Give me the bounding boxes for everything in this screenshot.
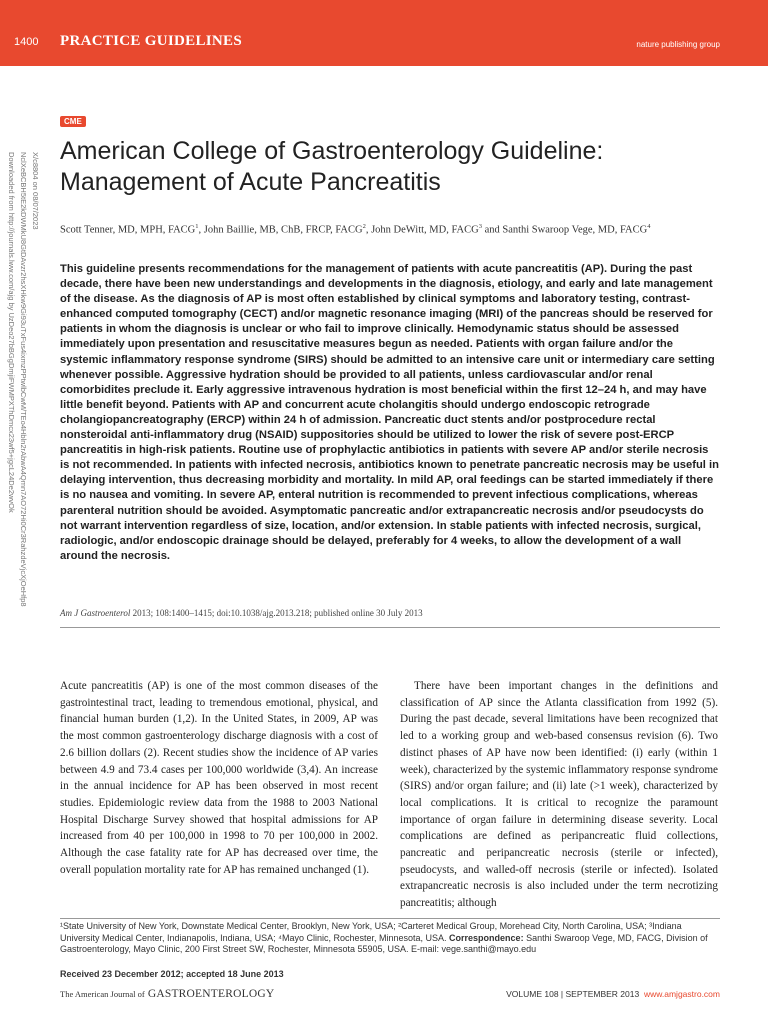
- citation-details: 2013; 108:1400–1415; doi:10.1038/ajg.2013.218; published online 30 July 2013: [130, 608, 423, 618]
- divider: [60, 627, 720, 628]
- citation-journal: Am J Gastroenterol: [60, 608, 131, 618]
- watermark-line-3: X/c8804 on 08/07/2023: [31, 152, 40, 230]
- journal-mid: American Journal: [73, 989, 138, 999]
- footnote-divider: [60, 918, 720, 919]
- author-4: and Santhi Swaroop Vege, MD, FACG: [481, 224, 648, 236]
- watermark-line-2: NclXeBCBH5tE2kDWMkU8GtDAvzr2hsXHkw9Gi93uTxFus4ixmzPPtwlbCwM/TEo4Hbln2rAbwA4Qmn7AO72Hi0Cr3RahzdeVjcXjOeHfp8: [19, 152, 28, 607]
- volume-info: [506, 989, 720, 999]
- correspondence-label: Correspondence:: [449, 932, 524, 943]
- section-title: PRACTICE GUIDELINES: [60, 33, 242, 49]
- cme-badge: CME: [60, 116, 86, 127]
- page-number: 1400: [14, 36, 39, 48]
- affil-mark-1: 1: [195, 223, 199, 230]
- download-watermark: [6, 152, 40, 662]
- title-line-1: American College of Gastroenterology Guideline:: [60, 137, 604, 165]
- body-column-left: Acute pancreatitis (AP) is one of the most common diseases of the gastrointestinal tract, leading to tremendous emotional, physical, and financial human burden (1,2). In the United States, in 2009, AP was the most common gastroenterology discharge diagnosis with a cost of 2.6 billion dollars (2). Recent studies show the incidence of AP varies between 4.9 and 73.4 cases per 100,000 worldwide (3,4). An increase in the annual incidence for AP has been observed in most recent studies. Epidemiologic review data from the 1988 to 2003 National Hospital Discharge Survey showed that hospital admissions for AP increased from 40 per 100,000 in 1998 to 70 per 100,000 in 2002. Although the case fatality rate for AP has decreased over time, the overall population mortality rate for AP has remained unchanged (1).: [60, 680, 378, 876]
- affil-mark-2: 2: [362, 223, 366, 230]
- affiliations-footnote: [60, 921, 720, 956]
- received-dates: Received 23 December 2012; accepted 18 June 2013: [60, 969, 284, 979]
- journal-of: of: [137, 989, 145, 999]
- body-column-right: There have been important changes in the definitions and classification of AP since the Atlanta classification from 1992 (5). During the past decade, several limitations have been recognized that led to a working group and web-based consensus revision (6). Two distinct phases of AP have now been identified: (i) early (within 1 week), characterized by the systemic inflammatory response syndrome (SIRS) and/or organ failure; and (ii) late (>1 week), characterized by local complications. It is critical to recognize the paramount importance of organ failure in determining disease severity. Local complications are defined as peripancreatic fluid collections, pancreatic and peripancreatic necrosis (sterile or infected), pseudocysts, and walled-off necrosis (sterile or infected). Isolated extrapancreatic necrosis is also included under the term necrotizing pancreatitis; although: [400, 680, 718, 910]
- journal-name: [60, 988, 274, 1000]
- journal-url[interactable]: www.amjgastro.com: [643, 989, 720, 999]
- citation: [60, 608, 720, 618]
- author-1: Scott Tenner, MD, MPH, FACG: [60, 224, 196, 236]
- title-line-2: Management of Acute Pancreatitis: [60, 168, 441, 196]
- author-list: [60, 223, 720, 236]
- affil-mark-4: 4: [647, 223, 651, 230]
- journal-the: The: [60, 989, 74, 999]
- correspondence-text: Santhi Swaroop Vege, MD, FACG, Division of Gastroenterology, Mayo Clinic, 200 First Street SW, Rochester, Minnesota 55905, USA. E-mail: vege.santhi@mayo.edu: [60, 932, 708, 954]
- publisher-name: nature publishing group: [636, 40, 720, 49]
- author-3: , John DeWitt, MD, FACG: [365, 224, 479, 236]
- affil-mark-3: 3: [478, 223, 482, 230]
- watermark-line-1: Downloaded from http://journals.lww.com/ajg by UzDeo27bBGgDmjiFWMPXThDmcx23wf5+jgcL24De2wvOk: [7, 152, 16, 513]
- author-2: , John Baillie, MB, ChB, FRCP, FACG: [198, 224, 363, 236]
- affiliations-text: ¹State University of New York, Downstate Medical Center, Brooklyn, New York, USA; ²Carteret Medical Group, Morehead City, North Carolina, USA; ³Indiana University Medical Center, Indianapolis, Indiana, USA; ⁴Mayo Clinic, Rochester, Minnesota, USA.: [60, 921, 682, 943]
- article-title: [60, 136, 710, 198]
- abstract: This guideline presents recommendations for the management of patients with acute pancreatitis (AP). During the past decade, there have been new understandings and developments in the diagnosis, etiology, and early and late management of the disease. As the diagnosis of AP is most often established by clinical symptoms and laboratory testing, contrast-enhanced computed tomography (CECT) and/or magnetic resonance imaging (MRI) of the pancreas should be reserved for patients in whom the diagnosis is unclear or who fail to improve clinically. Hemodynamic status should be assessed immediately upon presentation and resuscitative measures begun as needed. Patients with organ failure and/or the systemic inflammatory response syndrome (SIRS) should be admitted to an intensive care unit or intermediary care setting whenever possible. Aggressive hydration should be provided to all patients, unless cardiovascular and/or renal comorbidites preclude it. Early aggressive intravenous hydration is most beneficial within the first 12–24 h, and may have little benefit beyond. Patients with AP and concurrent acute cholangitis should undergo endoscopic retrograde cholangiopancreatography (ERCP) within 24 h of admission. Pancreatic duct stents and/or postprocedure rectal nonsteroidal anti-inflammatory drug (NSAID) suppositories should be utilized to lower the risk of severe post-ERCP pancreatitis in high-risk patients. Routine use of prophylactic antibiotics in patients with severe AP and/or sterile necrosis is not recommended. In patients with infected necrosis, antibiotics known to penetrate pancreatic necrosis may be useful in delaying intervention, thus decreasing morbidity and mortality. In mild AP, oral feedings can be started immediately if there is no nausea and vomiting. In severe AP, enteral nutrition is recommended to prevent infectious complications, whereas parenteral nutrition should be avoided. Asymptomatic pancreatic and/or extrapancreatic necrosis and/or pseudocysts do not warrant intervention regardless of size, location, and/or extension. In stable patients with infected necrosis, surgical, radiologic, and/or endoscopic drainage should be delayed, preferably for 4 weeks, to allow the development of a wall around the necrosis.: [60, 263, 719, 562]
- header-bar: [0, 0, 768, 66]
- journal-title: GASTROENTEROLOGY: [144, 988, 275, 1000]
- volume-text: VOLUME 108 | SEPTEMBER 2013: [506, 989, 640, 999]
